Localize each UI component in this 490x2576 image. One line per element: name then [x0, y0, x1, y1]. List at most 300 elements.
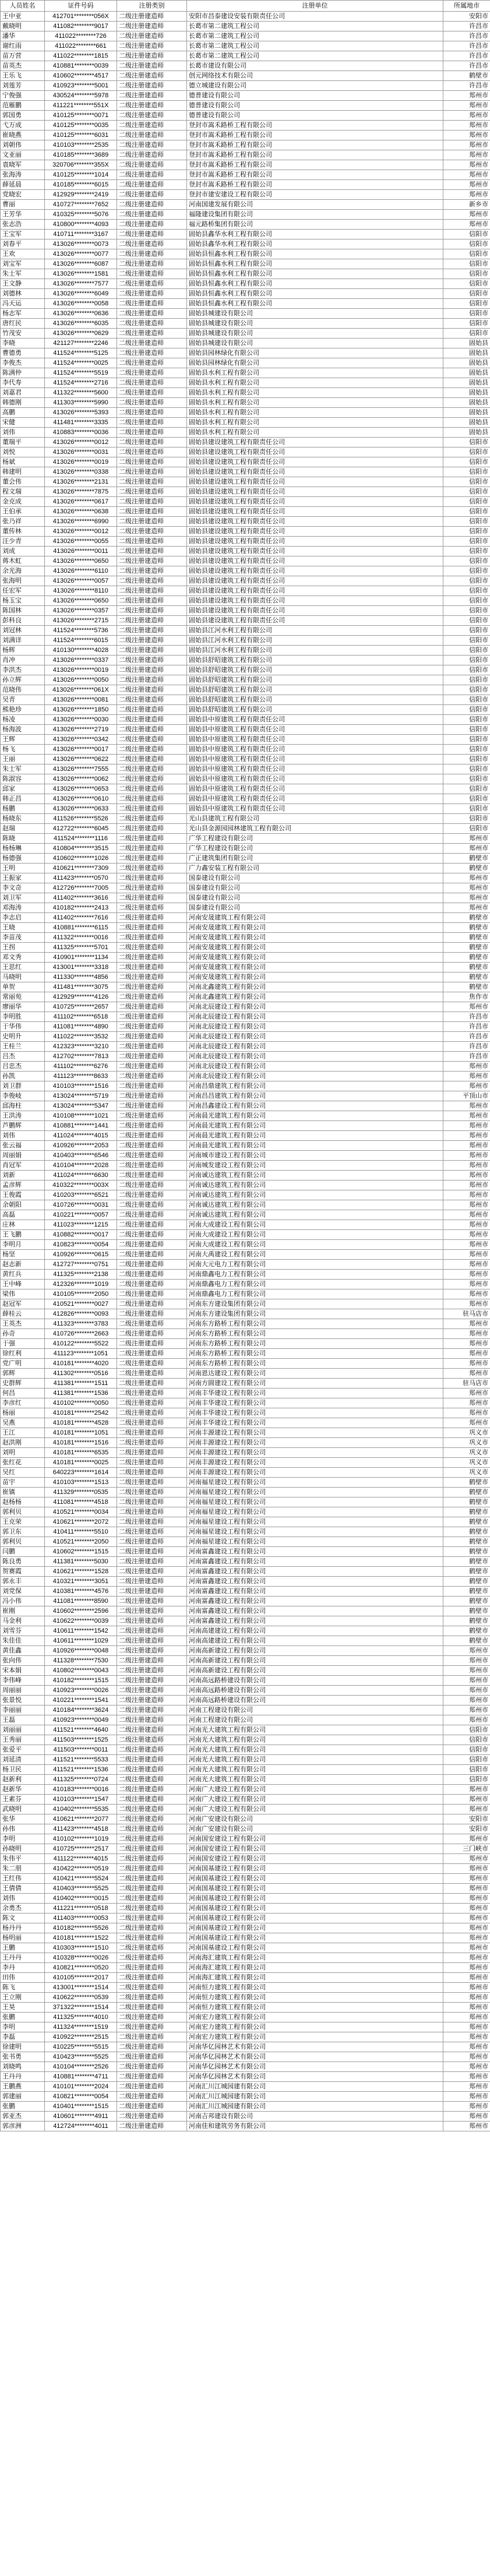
cell-registration-category: 二级注册建造师	[117, 1824, 187, 1834]
cell-registration-unit: 固始县恒鑫水利工程有限公司	[187, 249, 443, 259]
cell-registration-unit: 固始县园林绿化有限公司	[187, 348, 443, 358]
cell-city: 郑州市	[443, 1270, 490, 1280]
cell-id-number: 410182********2413	[45, 903, 117, 913]
cell-id-number: 410182********5526	[45, 1923, 117, 1933]
table-row	[1, 953, 490, 963]
cell-registration-unit: 德普建设有限公司	[187, 111, 443, 121]
table-row	[1, 1488, 490, 1497]
table-row	[1, 1458, 490, 1468]
cell-registration-unit: 河南广安建设有限公司	[187, 1814, 443, 1824]
cell-id-number: 413026********6990	[45, 517, 117, 527]
cell-id-number: 411521********1536	[45, 1765, 117, 1775]
cell-id-number: 412702********7813	[45, 1052, 117, 1062]
cell-city: 郑州市	[443, 1280, 490, 1289]
cell-registration-unit: 河南诚达建筑工程有限公司	[187, 1190, 443, 1200]
cell-registration-unit: 河南昌鑫建设工程有限公司	[187, 1101, 443, 1111]
cell-id-number: 410322********003X	[45, 1180, 117, 1190]
table-row	[1, 1359, 490, 1369]
cell-registration-unit: 河南富鑫建设工程有限公司	[187, 1597, 443, 1606]
cell-registration-unit: 固始县建设建筑工程有限责任公司	[187, 566, 443, 576]
cell-id-number: 411081********8590	[45, 1597, 117, 1606]
cell-city: 信阳市	[443, 804, 490, 814]
cell-registration-category: 二级注册建造师	[117, 1735, 187, 1745]
table-row	[1, 1299, 490, 1309]
cell-registration-unit: 河南光大建筑工程有限公司	[187, 1735, 443, 1745]
cell-city: 信阳市	[443, 249, 490, 259]
table-row	[1, 1438, 490, 1448]
cell-name: 常丽苑	[1, 992, 45, 1002]
cell-registration-category: 二级注册建造师	[117, 41, 187, 51]
cell-id-number: 411323********3783	[45, 1319, 117, 1329]
cell-city: 郑州市	[443, 2092, 490, 2102]
cell-id-number: 410821********0054	[45, 2092, 117, 2102]
cell-registration-unit: 河南东方路桥工程有限公司	[187, 1359, 443, 1369]
table-row	[1, 1111, 490, 1121]
cell-registration-category: 二级注册建造师	[117, 170, 187, 180]
cell-name: 王磊	[1, 1715, 45, 1725]
cell-registration-unit: 河南昌昌建筑工程有限公司	[187, 1091, 443, 1101]
cell-registration-unit: 河南城发建设工程有限公司	[187, 1161, 443, 1171]
table-row	[1, 467, 490, 477]
cell-id-number: 411081********4890	[45, 1022, 117, 1032]
cell-registration-category: 二级注册建造师	[117, 764, 187, 774]
cell-name: 程文瑞	[1, 487, 45, 497]
cell-city: 许昌市	[443, 81, 490, 91]
cell-registration-unit: 河南富鑫建设工程有限公司	[187, 1547, 443, 1557]
cell-name: 杨卫民	[1, 1765, 45, 1775]
cell-registration-unit: 河南富鑫建设工程有限公司	[187, 1577, 443, 1587]
cell-registration-unit: 长葛市建设有限公司	[187, 61, 443, 71]
cell-registration-category: 二级注册建造师	[117, 665, 187, 675]
cell-city: 焦作市	[443, 992, 490, 1002]
cell-registration-unit: 固始县建设建筑工程有限责任公司	[187, 487, 443, 497]
cell-registration-unit: 固始县建设建筑工程有限责任公司	[187, 447, 443, 457]
cell-registration-category: 二级注册建造师	[117, 388, 187, 398]
cell-id-number: 413026********0629	[45, 329, 117, 339]
cell-name: 王思红	[1, 963, 45, 972]
table-row	[1, 61, 490, 71]
cell-id-number: 410182********1515	[45, 1676, 117, 1686]
cell-name: 王明	[1, 864, 45, 873]
cell-id-number: 413026********0057	[45, 576, 117, 586]
cell-id-number: 410711********3167	[45, 230, 117, 239]
cell-name: 李晓	[1, 339, 45, 348]
cell-registration-unit: 德普建设有限公司	[187, 91, 443, 101]
cell-id-number: 410181********1051	[45, 1428, 117, 1438]
cell-registration-unit: 河南北鑫建筑工程有限公司	[187, 982, 443, 992]
cell-city: 信阳市	[443, 319, 490, 329]
cell-name: 陈国林	[1, 606, 45, 616]
cell-name: 单贺	[1, 982, 45, 992]
cell-registration-unit: 福隆建设集团有限公司	[187, 210, 443, 220]
cell-city: 郑州市	[443, 1904, 490, 1914]
table-row	[1, 1705, 490, 1715]
cell-city: 固始县	[443, 418, 490, 428]
table-row	[1, 368, 490, 378]
cell-id-number: 410621********2077	[45, 1814, 117, 1824]
cell-name: 刘明	[1, 1448, 45, 1458]
table-row	[1, 1854, 490, 1864]
cell-city: 鹤壁市	[443, 1497, 490, 1507]
cell-id-number: 410725********2657	[45, 1002, 117, 1012]
cell-name: 党晓宏	[1, 190, 45, 200]
table-row	[1, 933, 490, 943]
cell-city: 信阳市	[443, 309, 490, 319]
table-row	[1, 1914, 490, 1923]
table-row	[1, 1953, 490, 1963]
cell-name: 朱佳佳	[1, 1636, 45, 1646]
cell-registration-category: 二级注册建造师	[117, 299, 187, 309]
table-row	[1, 1646, 490, 1656]
cell-name: 杨坚	[1, 1250, 45, 1260]
cell-registration-category: 二级注册建造师	[117, 1884, 187, 1894]
cell-registration-category: 二级注册建造师	[117, 1953, 187, 1963]
table-row	[1, 438, 490, 447]
cell-city: 许昌市	[443, 41, 490, 51]
cell-registration-category: 二级注册建造师	[117, 180, 187, 190]
cell-registration-category: 二级注册建造师	[117, 339, 187, 348]
table-row	[1, 1606, 490, 1616]
cell-city: 郑州市	[443, 893, 490, 903]
cell-city: 郑州市	[443, 1993, 490, 2003]
cell-city: 信阳市	[443, 438, 490, 447]
table-row	[1, 428, 490, 438]
cell-registration-unit: 安阳市昌泰建设安装有限责任公司	[187, 12, 443, 22]
cell-city: 信阳市	[443, 745, 490, 755]
cell-name: 李明胜	[1, 1012, 45, 1022]
cell-registration-category: 二级注册建造师	[117, 1418, 187, 1428]
cell-registration-category: 二级注册建造师	[117, 1329, 187, 1339]
cell-name: 郭辉	[1, 1369, 45, 1379]
cell-city: 郑州市	[443, 2032, 490, 2042]
cell-id-number: 411325********0724	[45, 1775, 117, 1785]
cell-registration-unit: 固始县建设建筑工程有限责任公司	[187, 457, 443, 467]
cell-city: 郑州市	[443, 1111, 490, 1121]
cell-city: 信阳市	[443, 794, 490, 804]
cell-city: 三门峡市	[443, 1844, 490, 1854]
table-row	[1, 1230, 490, 1240]
cell-city: 郑州市	[443, 2112, 490, 2122]
cell-city: 郑州市	[443, 1805, 490, 1814]
table-row	[1, 1507, 490, 1517]
cell-name: 董传林	[1, 527, 45, 537]
cell-id-number: 411526********5526	[45, 814, 117, 824]
cell-id-number: 410602********1515	[45, 1547, 117, 1557]
cell-registration-category: 二级注册建造师	[117, 1280, 187, 1289]
cell-registration-category: 二级注册建造师	[117, 1072, 187, 1081]
cell-registration-category: 二级注册建造师	[117, 447, 187, 457]
table-row	[1, 1527, 490, 1537]
cell-registration-unit: 河南恒力建筑工程有限公司	[187, 2003, 443, 2013]
cell-registration-unit: 固始县水利工程有限公司	[187, 408, 443, 418]
cell-registration-category: 二级注册建造师	[117, 220, 187, 230]
cell-name: 宁俊强	[1, 91, 45, 101]
cell-id-number: 411022********3532	[45, 1032, 117, 1042]
cell-id-number: 411325********2138	[45, 1270, 117, 1280]
cell-id-number: 413026********061X	[45, 685, 117, 695]
cell-city: 郑州市	[443, 2082, 490, 2092]
cell-registration-unit: 固始县中原建筑工程有限责任公司	[187, 745, 443, 755]
cell-registration-category: 二级注册建造师	[117, 1597, 187, 1606]
table-row	[1, 22, 490, 31]
cell-registration-category: 二级注册建造师	[117, 2072, 187, 2082]
cell-name: 刘伟	[1, 1894, 45, 1904]
table-row	[1, 1943, 490, 1953]
cell-registration-category: 二级注册建造师	[117, 1616, 187, 1626]
cell-name: 刘朝伟	[1, 140, 45, 150]
cell-registration-unit: 河南东方路桥工程有限公司	[187, 1339, 443, 1349]
cell-city: 鹤壁市	[443, 864, 490, 873]
cell-id-number: 413026********8110	[45, 586, 117, 596]
cell-id-number: 410181********6535	[45, 1448, 117, 1458]
cell-registration-unit: 河南恒力建筑工程有限公司	[187, 1983, 443, 1993]
cell-id-number: 413026********0338	[45, 467, 117, 477]
cell-city: 郑州市	[443, 1715, 490, 1725]
cell-city: 郑州市	[443, 1190, 490, 1200]
cell-registration-category: 二级注册建造师	[117, 309, 187, 319]
table-row	[1, 606, 490, 616]
cell-name: 张华	[1, 1814, 45, 1824]
cell-city: 信阳市	[443, 289, 490, 299]
cell-name: 王宝军	[1, 230, 45, 239]
table-body	[1, 12, 490, 2131]
cell-name: 孙凯	[1, 1072, 45, 1081]
cell-registration-category: 二级注册建造师	[117, 814, 187, 824]
cell-id-number: 410602********1026	[45, 854, 117, 864]
cell-registration-category: 二级注册建造师	[117, 239, 187, 249]
cell-city: 信阳市	[443, 1775, 490, 1785]
cell-id-number: 410802********0043	[45, 1666, 117, 1676]
cell-name: 郭利贝	[1, 1537, 45, 1547]
cell-id-number: 410125********0035	[45, 121, 117, 131]
cell-city: 驻马店市	[443, 1379, 490, 1389]
cell-registration-unit: 固始县城建设有限公司	[187, 319, 443, 329]
cell-city: 鹤壁市	[443, 953, 490, 963]
cell-registration-unit: 固始县中原建筑工程有限责任公司	[187, 735, 443, 745]
table-row	[1, 1577, 490, 1587]
table-row	[1, 1151, 490, 1161]
cell-name: 崔晓燕	[1, 131, 45, 140]
cell-registration-unit: 广力鑫安装工程有限公司	[187, 864, 443, 873]
cell-name: 张志浩	[1, 220, 45, 230]
cell-city: 信阳市	[443, 636, 490, 646]
cell-name: 张海明	[1, 576, 45, 586]
cell-id-number: 411503********1525	[45, 1735, 117, 1745]
table-row	[1, 1834, 490, 1844]
cell-registration-unit: 登封市嵩禾路桥工程有限公司	[187, 150, 443, 160]
cell-city: 鹤壁市	[443, 972, 490, 982]
cell-registration-category: 二级注册建造师	[117, 705, 187, 715]
cell-registration-unit: 德立城建设有限公司	[187, 81, 443, 91]
table-row	[1, 1131, 490, 1141]
table-row	[1, 745, 490, 755]
cell-id-number: 410125********0071	[45, 111, 117, 121]
cell-city: 信阳市	[443, 467, 490, 477]
cell-name: 吴红	[1, 1468, 45, 1478]
cell-city: 郑州市	[443, 101, 490, 111]
cell-registration-category: 二级注册建造师	[117, 893, 187, 903]
table-row	[1, 626, 490, 636]
cell-name: 王英杰	[1, 1319, 45, 1329]
table-row	[1, 1022, 490, 1032]
cell-registration-unit: 河南东方路桥工程有限公司	[187, 1349, 443, 1359]
cell-name: 熊艳珍	[1, 705, 45, 715]
cell-city: 许昌市	[443, 61, 490, 71]
cell-registration-unit: 河南国基建设工程有限公司	[187, 1894, 443, 1904]
cell-registration-category: 二级注册建造师	[117, 1507, 187, 1517]
cell-city: 郑州市	[443, 1894, 490, 1904]
cell-name: 周丽娟	[1, 1151, 45, 1161]
table-row	[1, 1032, 490, 1042]
cell-id-number: 410125********1014	[45, 170, 117, 180]
cell-registration-unit: 河南光大建筑工程有限公司	[187, 1725, 443, 1735]
cell-city: 郑州市	[443, 190, 490, 200]
cell-registration-unit: 河南福星建设工程有限公司	[187, 1507, 443, 1517]
cell-registration-unit: 河南华亿园林艺术有限公司	[187, 2072, 443, 2082]
cell-city: 郑州市	[443, 844, 490, 854]
cell-city: 郑州市	[443, 1161, 490, 1171]
cell-id-number: 411423********0570	[45, 873, 117, 883]
cell-registration-unit: 固始县江河水利工程有限公司	[187, 636, 443, 646]
cell-registration-unit: 河南鼎鑫电力工程有限公司	[187, 1270, 443, 1280]
cell-id-number: 413026********7577	[45, 279, 117, 289]
table-row	[1, 269, 490, 279]
cell-id-number: 411081********4518	[45, 1497, 117, 1507]
cell-name: 王克荣	[1, 1517, 45, 1527]
cell-name: 刘德林	[1, 289, 45, 299]
table-row	[1, 1745, 490, 1755]
cell-registration-unit: 固始县中原建筑工程有限责任公司	[187, 715, 443, 725]
cell-city: 郑州市	[443, 1785, 490, 1795]
cell-registration-category: 二级注册建造师	[117, 1220, 187, 1230]
cell-city: 安阳市	[443, 1814, 490, 1824]
cell-id-number: 411302********0516	[45, 1369, 117, 1379]
cell-registration-unit: 国泰建设有限公司	[187, 903, 443, 913]
cell-registration-category: 二级注册建造师	[117, 457, 187, 467]
table-row	[1, 1973, 490, 1983]
table-row	[1, 230, 490, 239]
cell-name: 刘成	[1, 547, 45, 556]
cell-id-number: 411402********7616	[45, 913, 117, 923]
table-row	[1, 1250, 490, 1260]
cell-id-number: 413026********0342	[45, 735, 117, 745]
cell-registration-unit: 河南北辰建设工程有限公司	[187, 1052, 443, 1062]
cell-city: 鹤壁市	[443, 1547, 490, 1557]
cell-id-number: 413026********0031	[45, 447, 117, 457]
table-row	[1, 784, 490, 794]
cell-id-number: 410726********2663	[45, 1329, 117, 1339]
cell-id-number: 410926********0615	[45, 1250, 117, 1260]
cell-registration-category: 二级注册建造师	[117, 230, 187, 239]
cell-registration-category: 二级注册建造师	[117, 1408, 187, 1418]
table-row	[1, 1923, 490, 1933]
cell-id-number: 411521********5533	[45, 1755, 117, 1765]
cell-name: 刘悦	[1, 447, 45, 457]
cell-id-number: 411403********0053	[45, 1914, 117, 1923]
cell-city: 郑州市	[443, 1171, 490, 1180]
cell-city: 鹤壁市	[443, 1587, 490, 1597]
cell-id-number: 410402********5535	[45, 1805, 117, 1814]
cell-registration-unit: 河南丰源建设工程有限公司	[187, 1448, 443, 1458]
cell-registration-unit: 河南高远路桥建设有限公司	[187, 1696, 443, 1705]
cell-city: 信阳市	[443, 606, 490, 616]
table-row	[1, 398, 490, 408]
cell-registration-category: 二级注册建造师	[117, 1161, 187, 1171]
cell-id-number: 411381********1511	[45, 1379, 117, 1389]
cell-registration-category: 二级注册建造师	[117, 1527, 187, 1537]
cell-registration-category: 二级注册建造师	[117, 418, 187, 428]
cell-id-number: 411524********5519	[45, 368, 117, 378]
cell-registration-unit: 河南东方建设集团有限公司	[187, 1299, 443, 1309]
cell-registration-category: 二级注册建造师	[117, 2122, 187, 2131]
cell-name: 杨鹏	[1, 804, 45, 814]
cell-id-number: 411303********5990	[45, 398, 117, 408]
cell-registration-unit: 固始县舒昭建筑工程有限公司	[187, 675, 443, 685]
table-row	[1, 735, 490, 745]
cell-registration-category: 二级注册建造师	[117, 329, 187, 339]
table-row	[1, 665, 490, 675]
cell-id-number: 411322********5600	[45, 388, 117, 398]
cell-id-number: 410725********2517	[45, 1844, 117, 1854]
table-row	[1, 1904, 490, 1914]
cell-id-number: 410421********5524	[45, 1874, 117, 1884]
table-row	[1, 1894, 490, 1904]
cell-name: 孙晓明	[1, 1844, 45, 1854]
cell-id-number: 413026********0062	[45, 774, 117, 784]
cell-registration-unit: 河南安晟建筑工程有限公司	[187, 923, 443, 933]
cell-name: 黄红兵	[1, 1270, 45, 1280]
table-row	[1, 834, 490, 844]
cell-city: 信阳市	[443, 329, 490, 339]
cell-id-number: 413026********6035	[45, 319, 117, 329]
cell-name: 苗万营	[1, 51, 45, 61]
cell-id-number: 410103********1516	[45, 1081, 117, 1091]
cell-id-number: 410125********6031	[45, 131, 117, 140]
cell-city: 许昌市	[443, 1012, 490, 1022]
table-row	[1, 1270, 490, 1280]
cell-registration-unit: 河南海汇建筑工程有限公司	[187, 1963, 443, 1973]
cell-city: 郑州市	[443, 2013, 490, 2022]
cell-city: 固始县	[443, 408, 490, 418]
cell-id-number: 410102********1019	[45, 1834, 117, 1844]
cell-name: 刘卫军	[1, 893, 45, 903]
cell-registration-unit: 河南安晟建筑工程有限公司	[187, 963, 443, 972]
cell-registration-category: 二级注册建造师	[117, 953, 187, 963]
cell-registration-category: 二级注册建造师	[117, 1121, 187, 1131]
cell-city: 郑州市	[443, 873, 490, 883]
cell-name: 冯小伟	[1, 1597, 45, 1606]
cell-city: 郑州市	[443, 1834, 490, 1844]
cell-id-number: 412722********6045	[45, 824, 117, 834]
cell-registration-category: 二级注册建造师	[117, 1577, 187, 1587]
cell-id-number: 410821********0520	[45, 1963, 117, 1973]
table-row	[1, 1963, 490, 1973]
cell-id-number: 410521********2050	[45, 1537, 117, 1547]
cell-city: 信阳市	[443, 537, 490, 547]
table-row	[1, 814, 490, 824]
cell-id-number: 640223********1614	[45, 1468, 117, 1478]
cell-registration-unit: 河南汇川江城园建有限公司	[187, 2102, 443, 2112]
cell-registration-unit: 河南广大建设工程有限公司	[187, 1805, 443, 1814]
cell-city: 信阳市	[443, 447, 490, 457]
cell-name: 冯天运	[1, 299, 45, 309]
cell-registration-category: 二级注册建造师	[117, 1171, 187, 1180]
header-city: 所属地市	[443, 1, 490, 12]
cell-registration-unit: 河南宏力建筑工程有限公司	[187, 2022, 443, 2032]
cell-city: 鹤壁市	[443, 933, 490, 943]
cell-registration-category: 二级注册建造师	[117, 556, 187, 566]
cell-registration-unit: 河南工程建设有限公司	[187, 1715, 443, 1725]
